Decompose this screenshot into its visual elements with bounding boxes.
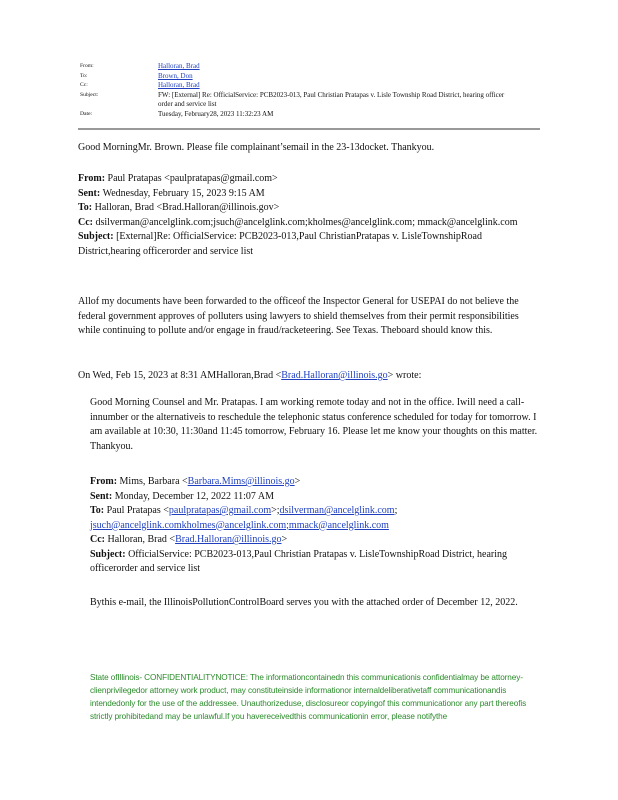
header-to-label: To:	[80, 72, 88, 79]
greeting-text: Good MorningMr. Brown. Please file complainant’semail in the 23-13docket. Thankyou.	[78, 142, 435, 153]
forward1-to-line	[78, 201, 540, 216]
header-date-value: Tuesday, February28, 2023 11:32:23 AM	[158, 109, 274, 118]
forward2-to-email-link-1[interactable]: paulpratapas@gmail.com	[168, 505, 272, 516]
forward2-block	[90, 475, 540, 577]
header-subject-label: Subject:	[80, 91, 99, 98]
forward1-to-label: To:	[78, 202, 93, 213]
header-cc-row	[80, 81, 540, 91]
forward2-cc-prefix: Halloran, Brad <	[107, 534, 176, 545]
forward2-subject-value: OfficialService: PCB2023-013,Paul Christian Pratapas v. LisleTownshipRoad District, hearing officerorder and service list	[90, 548, 508, 574]
forward2-to-prefix: Paul Pratapas <	[106, 505, 169, 516]
forward2-from-label: From:	[90, 476, 118, 487]
header-cc-label: Cc:	[80, 82, 88, 89]
header-date-row	[80, 110, 540, 120]
forward2-to-label: To:	[90, 505, 105, 516]
forward1-sent-line	[78, 187, 540, 202]
header-to-row	[80, 72, 540, 82]
forward2-from-suffix: >	[294, 476, 301, 487]
forward2-cc-label: Cc:	[90, 534, 105, 545]
header-from-value[interactable]: Halloran, Brad	[158, 62, 200, 70]
forward2-sent-line	[90, 490, 540, 505]
wrote-line-prefix: On Wed, Feb 15, 2023 at 8:31 AMHalloran,Brad <	[78, 370, 282, 381]
forward2-subject-label: Subject:	[90, 548, 126, 560]
forward2-subject-line	[90, 548, 540, 577]
forward1-cc-value: dsilverman@ancelglink.com;jsuch@ancelglink.com;kholmes@ancelglink.com; mmack@ancelglink.com	[95, 216, 518, 228]
wrote-line-email-link[interactable]: Brad.Halloran@illinois.go	[281, 370, 388, 381]
forward1-from-value: Paul Pratapas <paulpratapas@gmail.com>	[107, 173, 278, 184]
forward2-to-separator-2: ;	[394, 505, 398, 516]
forward2-to-email-link-2[interactable]: dsilverman@ancelglink.com	[279, 505, 395, 516]
forward1-subject-value: [External]Re: OfficialService: PCB2023-013,Paul ChristianPratapas v. LisleTownshipRoad District,hearing officerorder and service list	[78, 231, 482, 257]
forward1-subject-label: Subject:	[78, 231, 114, 242]
forward1-to-value: Halloran, Brad <Brad.Halloran@illinois.gov>	[94, 202, 280, 213]
wrote-line	[78, 369, 540, 384]
forward2-from-prefix: Mims, Barbara <	[119, 476, 188, 487]
forward1-cc-label: Cc:	[78, 216, 93, 228]
forward1-subject-line	[78, 230, 540, 259]
forward2-sent-value: Monday, December 12, 2022 11:07 AM	[114, 490, 274, 502]
header-to-value[interactable]: Brown, Don	[158, 71, 193, 80]
forward2-from-line	[90, 475, 540, 490]
body-paragraph-1: Allof my documents have been forwarded to the officeof the Inspector General for USEPAI do not believe the federal government approves of polluters using lawyers to shield themselves from their permit responsibilities while continuing to pollute and/or engage in fraud/racketeering. See Texas. Theboard should know this.	[78, 296, 519, 336]
header-date-label: Date:	[80, 110, 93, 117]
quoted-message-text: Good Morning Counsel and Mr. Pratapas. I am working remote today and not in the office. Iwill need a call-innumber or the alternativeis to reschedule the telephonic status conference scheduled for today for tomorrow. I am available at 10:30, 11:30and 11:45 tomorrow, February 16. Please let me know your thoughts on this matter. Thankyou.	[90, 397, 538, 452]
forward2-cc-line	[90, 533, 540, 548]
header-subject-row	[80, 91, 540, 110]
forward2-sent-label: Sent:	[90, 490, 113, 502]
forward2-from-email-link[interactable]: Barbara.Mims@illinois.go	[187, 476, 295, 487]
forward2-cc-email-link[interactable]: Brad.Halloran@illinois.go	[175, 534, 282, 545]
confidentiality-notice: State ofIllinois- CONFIDENTIALITYNOTICE: The informationcontainedn this communicationis confidentialmay be attorney-clienprivilegedor attorney work product, may constituteinside informationor internaldeliberativetaff communicationandis intendedonly for the use of the addressee. Unauthorizeduse, disclosureor copyingof this communicationor any part thereofis strictly prohibitedand may be unlawful.If you havereceivedthis communicationin error, please notifythe	[90, 673, 527, 721]
header-from-row	[80, 62, 540, 72]
forward1-from-label: From:	[78, 173, 106, 184]
forward1-cc-line	[78, 216, 540, 231]
header-divider	[78, 128, 540, 130]
forward2-cc-suffix: >	[281, 534, 288, 545]
forward2-to-line	[90, 504, 540, 533]
forward2-to-email-link-3[interactable]: jsuch@ancelglink.comkholmes@ancelglink.com;mmack@ancelglink.com	[90, 519, 389, 531]
header-from-label: From:	[80, 63, 94, 69]
forward1-sent-label: Sent:	[78, 187, 101, 199]
forward1-block	[78, 172, 540, 259]
header-cc-value[interactable]: Halloran, Brad	[158, 81, 200, 90]
email-header	[80, 62, 540, 120]
header-subject-value: FW: [External] Re: OfficialService: PCB2023-013, Paul Christian Pratapas v. Lisle Township Road District, hearing officer order and service list	[158, 90, 505, 109]
wrote-line-suffix: > wrote:	[387, 370, 422, 381]
service-paragraph: Bythis e-mail, the IllinoisPollutionControlBoard serves you with the attached order of December 12, 2022.	[90, 597, 518, 608]
forward2-to-separator: >;	[271, 505, 280, 516]
forward1-sent-value: Wednesday, February 15, 2023 9:15 AM	[102, 187, 265, 199]
forward1-from-line	[78, 172, 540, 187]
